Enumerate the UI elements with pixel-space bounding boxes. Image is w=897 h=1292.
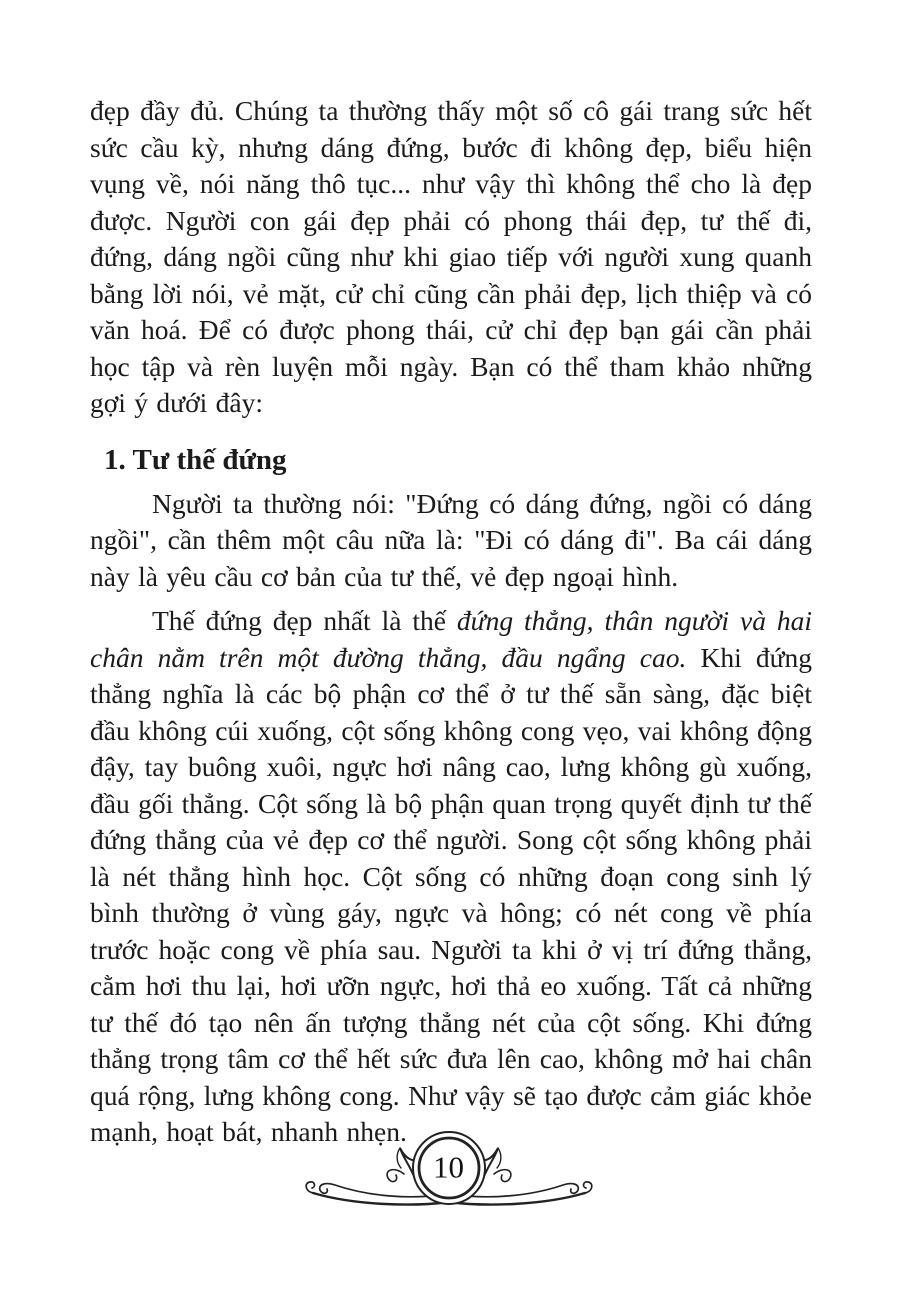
paragraph-standing-posture-detail (90, 603, 812, 1151)
text-block (90, 93, 812, 1151)
paragraph-standing-posture-intro: Người ta thường nói: "Đứng có dáng đứng, ngồi có dáng ngồi", cần thêm một câu nữa là: "Đi có dáng đi". Ba cái dáng này là yêu cầu cơ bản của tư thế, vẻ đẹp ngoại hình. (90, 487, 812, 592)
intro-paragraph: đẹp đầy đủ. Chúng ta thường thấy một số cô gái trang sức hết sức cầu kỳ, nhưng dáng đứng, bước đi không đẹp, biểu hiện vụng về, nói năng thô tục... như vậy thì không thể cho là đẹp được. Người con gái đẹp phải có phong thái đẹp, tư thế đi, đứng, dáng ngồi cũng như khi giao tiếp với người xung quanh bằng lời nói, vẻ mặt, cử chỉ cũng cần phải đẹp, lịch thiệp và có văn hoá. Để có được phong thái, cử chỉ đẹp bạn gái cần phải học tập và rèn luyện mỗi ngày. Bạn có thể tham khảo những gợi ý dưới đây: (90, 95, 812, 418)
page-footer (0, 1120, 897, 1224)
paragraph-lead-text: Thế đứng đẹp nhất là thế (152, 605, 457, 636)
paragraph-rest-text: Khi đứng thẳng nghĩa là các bộ phận cơ thể ở tư thế sẵn sàng, đặc biệt đầu không cúi xuống, cột sống không cong vẹo, vai không động đậy, tay buông xuôi, ngực hơi nâng cao, lưng không gù xuống, đầu gối thẳng. Cột sống là bộ phận quan trọng quyết định tư thế đứng thẳng của vẻ đẹp cơ thể người. Song cột sống không phải là nét thẳng hình học. Cột sống có những đoạn cong sinh lý bình thường ở vùng gáy, ngực và hông; có nét cong về phía trước hoặc cong về phía sau. Người ta khi ở vị trí đứng thẳng, cằm hơi thu lại, hơi ưỡn ngực, hơi thả eo xuống. Tất cả những tư thế đó tạo nên ấn tượng thẳng nét của cột sống. Khi đứng thẳng trọng tâm cơ thể hết sức đưa lên cao, không mở hai chân quá rộng, lưng không cong. Như vậy sẽ tạo được cảm giác khỏe mạnh, hoạt bát, nhanh nhẹn. (90, 641, 813, 1147)
page-number: 10 (433, 1149, 464, 1185)
paragraph-emphasis-text: đứng thẳng, thân người và hai chân nằm trên một đường thẳng, đầu ngẩng cao. (90, 605, 812, 673)
section-heading: 1. Tư thế đứng (104, 443, 287, 476)
